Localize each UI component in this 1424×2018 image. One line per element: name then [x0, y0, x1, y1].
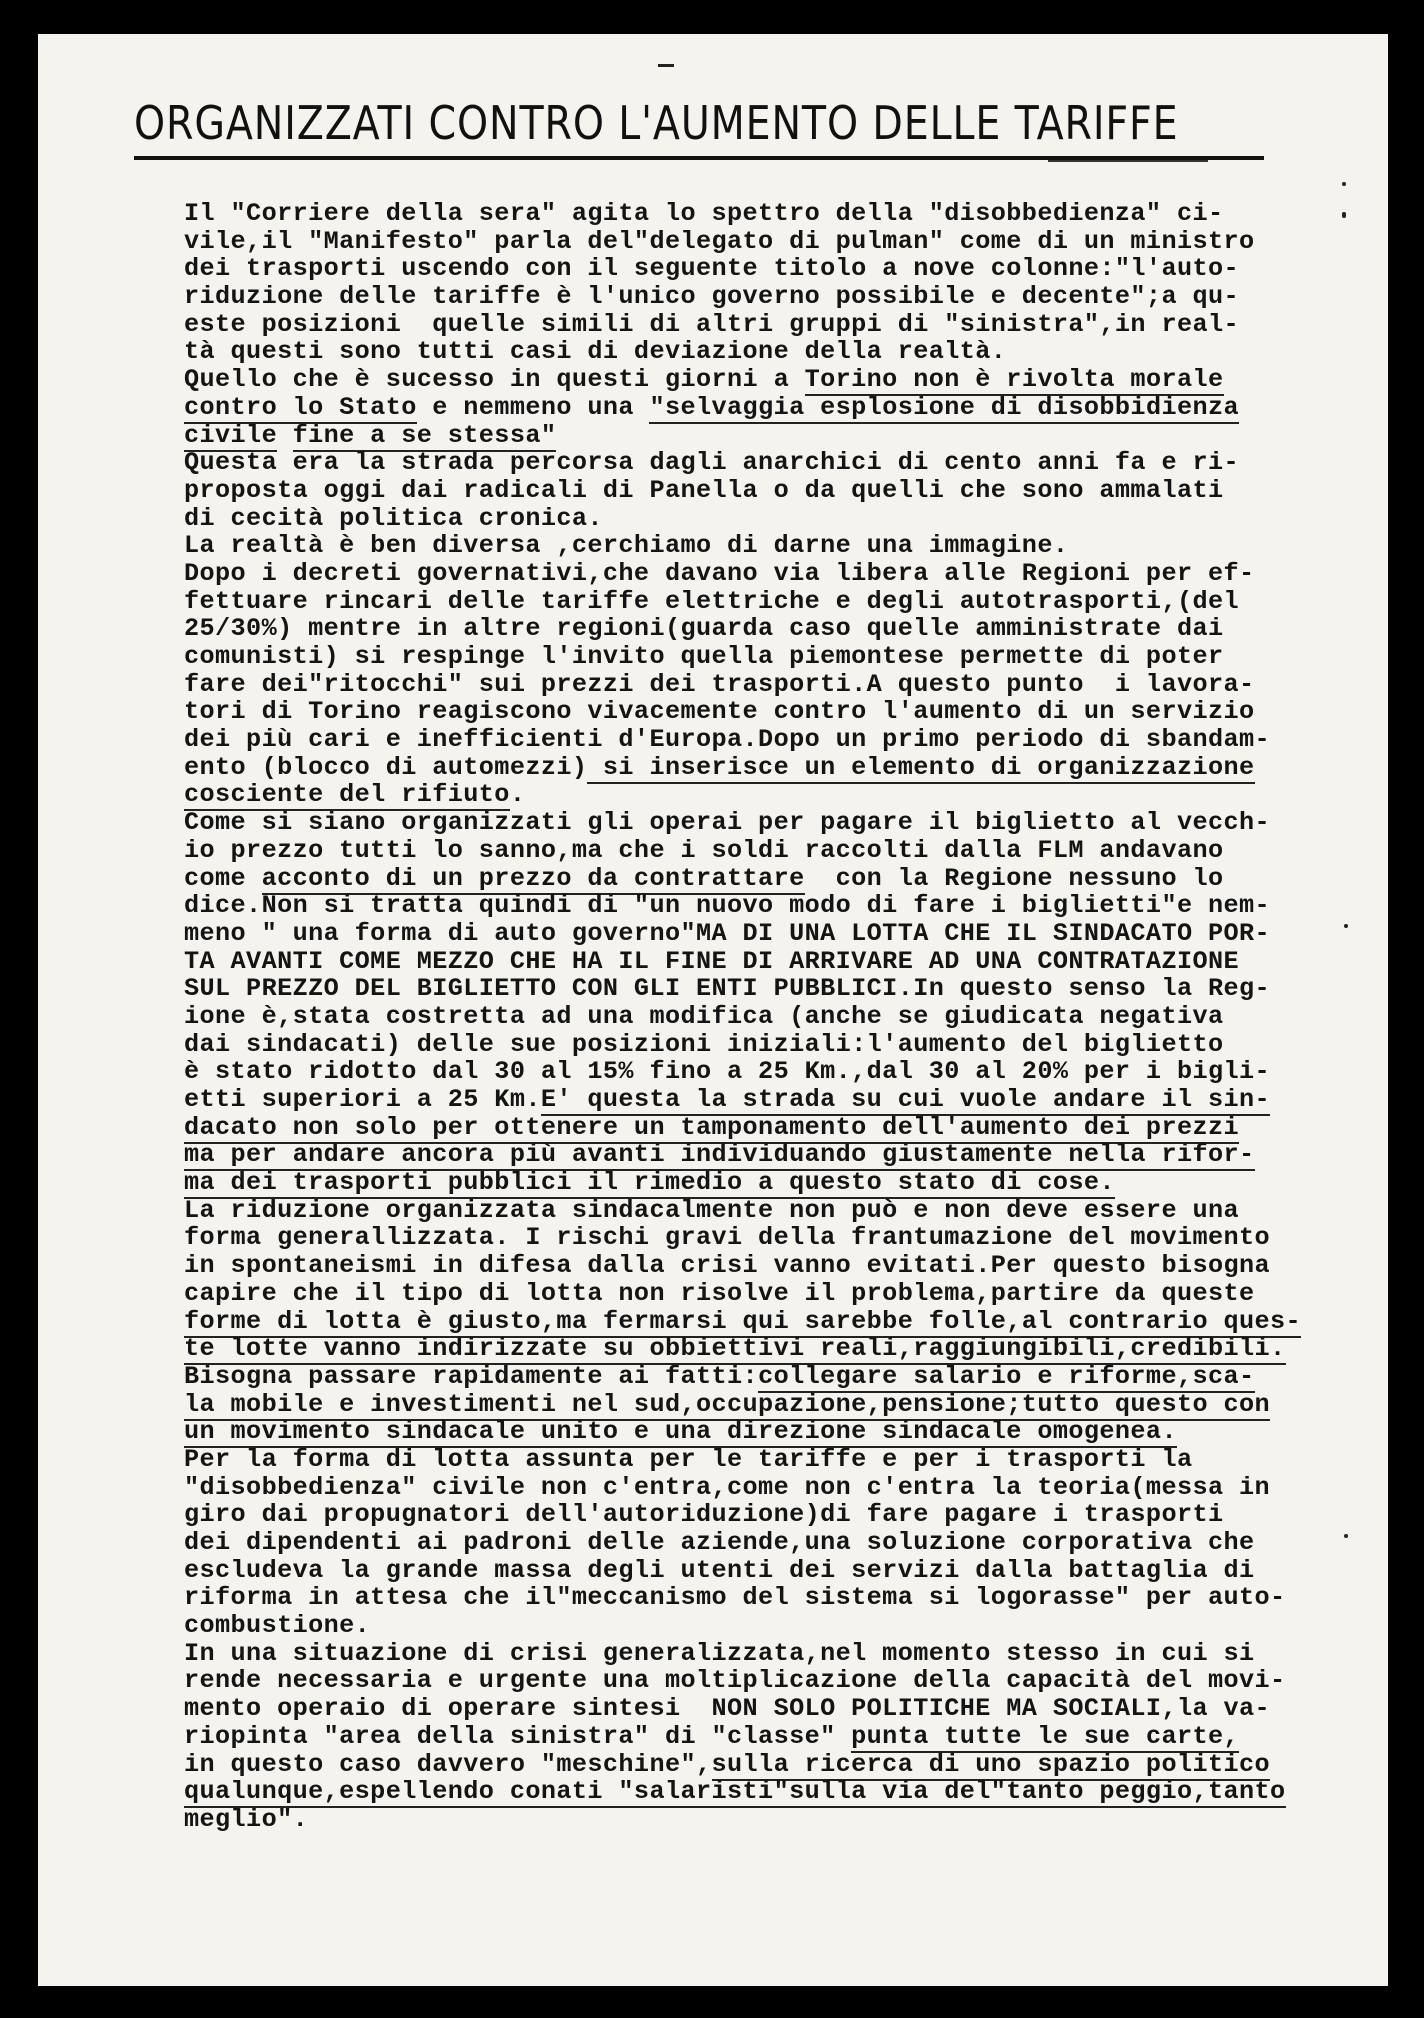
line-text: giro dai propugnatori dell'autoriduzione)di fare pagare i trasporti [184, 1500, 1224, 1530]
text-line [184, 200, 1314, 228]
line-text: in spontaneismi in difesa dalla crisi vanno evitati.Per questo bisogna [184, 1251, 1271, 1281]
text-line [184, 255, 1314, 283]
text-line [184, 948, 1314, 976]
line-text [277, 421, 293, 450]
line-text: Il "Corriere della sera" agita lo spettro della "disobbedienza" ci- [184, 199, 1224, 228]
text-line [184, 1335, 1314, 1363]
line-text: io prezzo tutti lo sanno,ma che i soldi raccolti dalla FLM andavano [184, 835, 1224, 865]
text-line [184, 615, 1314, 643]
line-text: Bisogna passare rapidamente ai fatti: [184, 1361, 759, 1391]
line-text: SUL PREZZO DEL BIGLIETTO CON GLI ENTI PUBBLICI.In questo senso la Reg- [184, 974, 1271, 1004]
text-line [184, 1252, 1314, 1280]
page-title: ORGANIZZATI CONTRO L'AUMENTO DELLE TARIFFE [134, 96, 1179, 150]
text-line [184, 671, 1314, 699]
underlined-text: dacato non solo per ottenere un tamponamento dell'aumento dei prezzi [184, 1112, 1240, 1142]
margin-mark [1344, 1534, 1348, 1538]
text-line [184, 560, 1314, 588]
line-text: combustione. [184, 1611, 371, 1641]
underlined-text: fine a se stessa" [292, 420, 557, 450]
text-line [184, 1474, 1314, 1502]
text-line [184, 366, 1314, 394]
text-line [184, 1640, 1314, 1668]
line-text: rende necessaria e urgente una moltiplicazione della capacità del movi- [184, 1666, 1286, 1696]
line-text: meno " una forma di auto governo"MA DI UNA LOTTA CHE IL SINDACATO POR- [184, 918, 1271, 948]
line-text: comunisti) si respinge l'invito quella piemontese permette di poter [184, 642, 1224, 671]
line-text: Come si siano organizzati gli operai per pagare il biglietto al vecch- [184, 808, 1271, 838]
underlined-text: si inserisce un elemento di organizzazione [587, 752, 1255, 782]
line-text: La realtà è ben diversa ,cerchiamo di darne una immagine. [184, 531, 1069, 561]
line-text: Per la forma di lotta assunta per le tariffe e per i trasporti la [184, 1444, 1193, 1474]
text-line [184, 422, 1314, 450]
text-line [184, 754, 1314, 782]
line-text: meglio". [184, 1804, 309, 1834]
line-text: ento (blocco di automezzi) [184, 752, 588, 782]
text-line [184, 1723, 1314, 1751]
text-line [184, 892, 1314, 920]
line-text: ione è,stata costretta ad una modifica (anche se giudicata negativa [184, 1001, 1224, 1031]
line-text: tà questi sono tutti casi di deviazione della realtà. [184, 337, 1007, 367]
text-line [184, 865, 1314, 893]
text-line [184, 643, 1314, 671]
text-line [184, 588, 1314, 616]
line-text: è stato ridotto dal 30 al 15% fino a 25 Km.,dal 30 al 20% per i bigli- [184, 1057, 1271, 1087]
header-dash [658, 64, 674, 67]
text-line [184, 1446, 1314, 1474]
underlined-text: collegare salario e riforme,sca- [758, 1361, 1255, 1391]
line-text: con la Regione nessuno lo [804, 863, 1224, 893]
document-page [38, 34, 1388, 1986]
line-text: etti superiori a 25 Km. [184, 1085, 541, 1114]
text-line [184, 1114, 1314, 1142]
underlined-text: contro lo Stato [184, 392, 417, 422]
margin-mark [1342, 212, 1346, 218]
text-line [184, 1418, 1314, 1446]
text-line [184, 1169, 1314, 1197]
text-line [184, 1197, 1314, 1225]
text-line [184, 1224, 1314, 1252]
title-underline-secondary [1048, 160, 1208, 162]
line-text: este posizioni quelle simili di altri gruppi di "sinistra",in real- [184, 309, 1240, 339]
line-text: e nemmeno una [416, 392, 650, 422]
text-line [184, 1778, 1314, 1806]
line-text: dei trasporti uscendo con il seguente titolo a nove colonne:"l'auto- [184, 254, 1240, 284]
line-text: dei dipendenti ai padroni delle aziende,una soluzione corporativa che [184, 1528, 1255, 1557]
text-line [184, 1806, 1314, 1834]
line-text: riopinta "area della sinistra" di "classe" [184, 1721, 852, 1751]
line-text: riduzione delle tariffe è l'unico governo possibile e decente";a qu- [184, 282, 1240, 312]
underlined-text: "selvaggia esplosione di disobbidienza [649, 392, 1240, 422]
text-line [184, 1363, 1314, 1391]
underlined-text: E' questa la strada su cui vuole andare il sin- [540, 1085, 1271, 1114]
line-text: mento operaio di operare sintesi NON SOLO POLITICHE MA SOCIALI,la va- [184, 1694, 1271, 1724]
text-line [184, 1058, 1314, 1086]
text-line [184, 1086, 1314, 1114]
text-line [184, 1529, 1314, 1557]
text-line [184, 698, 1314, 726]
margin-mark [1344, 924, 1348, 928]
text-line [184, 1031, 1314, 1059]
line-text: fettuare rincari delle tariffe elettriche e degli autotrasporti,(del [184, 586, 1240, 616]
text-line [184, 1751, 1314, 1779]
line-text: proposta oggi dai radicali di Panella o da quelli che sono ammalati [184, 475, 1224, 505]
underlined-text: un movimento sindacale unito e una direzione sindacale omogenea. [184, 1417, 1177, 1447]
underlined-text: forme di lotta è giusto,ma fermarsi qui sarebbe folle,al contrario ques- [184, 1306, 1302, 1336]
text-line [184, 283, 1314, 311]
underlined-text: qualunque,espellendo conati "salaristi"sulla via del"tanto peggio,tanto [184, 1777, 1286, 1807]
text-line [184, 505, 1314, 533]
underlined-text: cosciente del rifiuto [184, 780, 510, 810]
text-line [184, 394, 1314, 422]
line-text: forma generallizzata. I rischi gravi della frantumazione del movimento [184, 1223, 1271, 1253]
text-line [184, 1308, 1314, 1336]
line-text: Dopo i decreti governativi,che davano via libera alle Regioni per ef- [184, 558, 1255, 588]
body-text [184, 200, 1314, 1834]
text-line [184, 1280, 1314, 1308]
line-text: . [509, 780, 526, 810]
line-text: tori di Torino reagiscono vivacemente contro l'aumento di un servizio [184, 697, 1255, 727]
text-line [184, 1003, 1314, 1031]
text-line [184, 920, 1314, 948]
underlined-text: sulla ricerca di uno spazio politico [711, 1749, 1271, 1779]
line-text: "disobbedienza" civile non c'entra,come non c'entra la teoria(messa in [184, 1472, 1271, 1502]
line-text: Quello che è sucesso in questi giorni a [184, 365, 805, 395]
line-text: dei più cari e inefficienti d'Europa.Dopo un primo periodo di sbandam- [184, 725, 1271, 755]
margin-mark [1342, 182, 1346, 186]
underlined-text: ma dei trasporti pubblici il rimedio a questo stato di cose. [184, 1168, 1115, 1198]
line-text: La riduzione organizzata sindacalmente non può e non deve essere una [184, 1195, 1240, 1225]
underlined-text: acconto di un prezzo da contrattare [261, 863, 805, 893]
line-text: TA AVANTI COME MEZZO CHE HA IL FINE DI ARRIVARE AD UNA CONTRATAZIONE [184, 946, 1240, 976]
text-line [184, 975, 1314, 1003]
text-line [184, 1584, 1314, 1612]
text-line [184, 449, 1314, 477]
underlined-text: Torino non è rivolta morale [804, 365, 1224, 395]
line-text: come [184, 863, 262, 893]
underlined-text: te lotte vanno indirizzate su obbiettivi reali,raggiungibili,credibili. [184, 1334, 1286, 1364]
text-line [184, 781, 1314, 809]
text-line [184, 809, 1314, 837]
underlined-text: ma per andare ancora più avanti individuando giustamente nella rifor- [184, 1140, 1255, 1170]
line-text: 25/30%) mentre in altre regioni(guarda caso quelle amministrate dai [184, 614, 1224, 644]
underlined-text: civile [184, 420, 278, 450]
text-line [184, 726, 1314, 754]
text-line [184, 1612, 1314, 1640]
line-text: fare dei"ritocchi" sui prezzi dei trasporti.A questo punto i lavora- [184, 669, 1255, 699]
line-text: capire che il tipo di lotta non risolve il problema,partire da queste [184, 1278, 1255, 1308]
text-line [184, 1141, 1314, 1169]
text-line [184, 228, 1314, 256]
underlined-text: punta tutte le sue carte, [851, 1721, 1240, 1751]
line-text: di cecità politica cronica. [184, 503, 603, 533]
line-text: In una situazione di crisi generalizzata,nel momento stesso in cui si [184, 1638, 1255, 1668]
line-text: Questa era la strada percorsa dagli anarchici di cento anni fa e ri- [184, 448, 1240, 478]
line-text: dice.Non si tratta quindi di "un nuovo modo di fare i biglietti"e nem- [184, 891, 1271, 921]
text-line [184, 1557, 1314, 1585]
text-line [184, 532, 1314, 560]
text-line [184, 477, 1314, 505]
text-line [184, 837, 1314, 865]
text-line [184, 1667, 1314, 1695]
line-text: riforma in attesa che il"meccanismo del sistema si logorasse" per auto- [184, 1583, 1286, 1613]
line-text: in questo caso davvero "meschine", [184, 1749, 712, 1779]
text-line [184, 338, 1314, 366]
text-line [184, 1391, 1314, 1419]
line-text: dai sindacati) delle sue posizioni iniziali:l'aumento del biglietto [184, 1029, 1224, 1059]
underlined-text: la mobile e investimenti nel sud,occupazione,pensione;tutto questo con [184, 1389, 1271, 1419]
line-text: escludeva la grande massa degli utenti dei servizi dalla battaglia di [184, 1555, 1255, 1585]
text-line [184, 311, 1314, 339]
text-line [184, 1501, 1314, 1529]
line-text: vile,il "Manifesto" parla del"delegato di pulman" come di un ministro [184, 226, 1255, 256]
text-line [184, 1695, 1314, 1723]
